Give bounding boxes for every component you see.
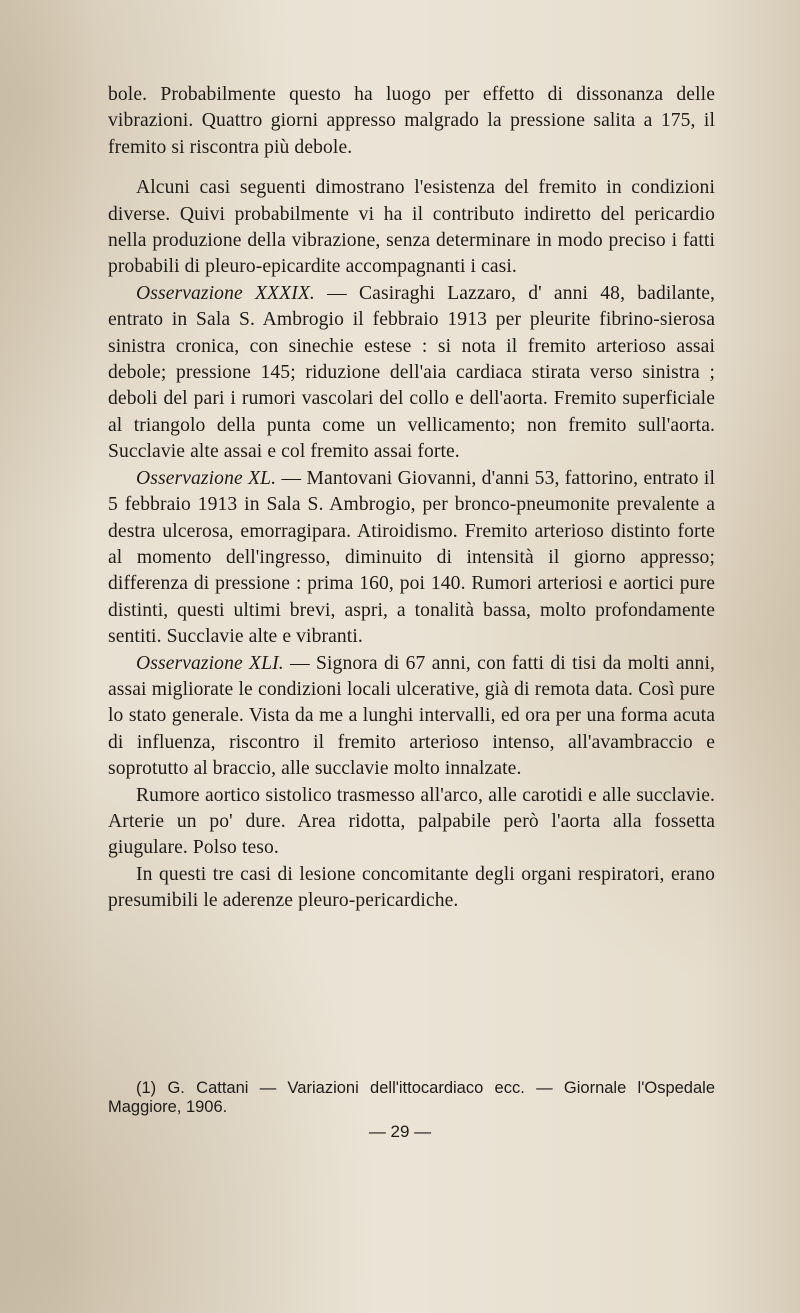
- page-number: — 29 —: [368, 1122, 432, 1141]
- footnote: [108, 1079, 715, 1117]
- paragraph-conclusion: [108, 862, 715, 915]
- footnote-text: (1) G. Cattani — Variazioni dell'ittocardiaco ecc. — Giornale l'Ospedale Maggiore, 1906.: [108, 1079, 715, 1116]
- observation-text: — Signora di 67 anni, con fatti di tisi da molti anni, assai migliorate le condizioni locali ulcerative, già di remota data. Così pure lo stato generale. Vista da me a lunghi intervalli, ed ora per una forma acuta di influenza, riscontro il fremito arterioso intenso, all'avambraccio e soprotutto al braccio, alle succlavie molto innalzate.: [108, 652, 715, 780]
- observation-39: [108, 281, 715, 466]
- paragraph-text: Alcuni casi seguenti dimostrano l'esistenza del fremito in condizioni diverse. Quivi probabilmente vi ha il contributo indiretto del pericardio nella produzione della vibrazione, senza determinare in modo preciso i fatti probabili di pleuro-epicardite accompagnanti i casi.: [108, 177, 715, 278]
- observation-text: — Mantovani Giovanni, d'anni 53, fattorino, entrato il 5 febbraio 1913 in Sala S. Ambrogio, per bronco-pneumonite prevalente a destra ulcerosa, emorragipara. Atiroidismo. Fremito arterioso distinto forte al momento dell'ingresso, diminuito di intensità il giorno appresso; differenza di pressione : prima 160, poi 140. Rumori arteriosi e aortici pure distinti, questi ultimi brevi, aspri, a tonalità bassa, molto profondamente sentiti. Succlavie alte e vibranti.: [108, 467, 715, 648]
- observation-title: Osservazione XXXIX.: [136, 282, 315, 304]
- observation-41: [108, 651, 715, 783]
- observation-text: — Casiraghi Lazzaro, d' anni 48, badilante, entrato in Sala S. Ambrogio il febbraio 1913 per pleurite fibrino-sierosa sinistra cronica, con sinechie estese : si nota il fremito arterioso assai debole; pressione 145; riduzione dell'aia cardiaca stirata verso sinistra ; deboli del pari i rumori vascolari del collo e dell'aorta. Fremito superficiale al triangolo della punta come un vellicamento; non fremito sull'aorta. Succlavie alte assai e col fremito assai forte.: [108, 282, 715, 463]
- paragraph-text: In questi tre casi di lesione concomitante degli organi respiratori, erano presumibili le aderenze pleuro-pericardiche.: [108, 863, 715, 912]
- paragraph-text: bole. Probabilmente questo ha luogo per effetto di dissonanza delle vibrazioni. Quattro giorni appresso malgrado la pressione salita a 175, il fremito si riscontra più debole.: [108, 84, 715, 158]
- paragraph-intro: [108, 175, 715, 281]
- paragraph-rumore: [108, 783, 715, 862]
- observation-title: Osservazione XLI.: [136, 652, 284, 674]
- observation-title: Osservazione XL.: [136, 467, 277, 489]
- observation-40: [108, 466, 715, 651]
- paragraph-text: Rumore aortico sistolico trasmesso all'arco, alle carotidi e alle succlavie. Arterie un po' dure. Area ridotta, palpabile però l'aorta alla fossetta giugulare. Polso teso.: [108, 784, 715, 859]
- body-text: [108, 82, 715, 915]
- paragraph-continuation: [108, 82, 715, 161]
